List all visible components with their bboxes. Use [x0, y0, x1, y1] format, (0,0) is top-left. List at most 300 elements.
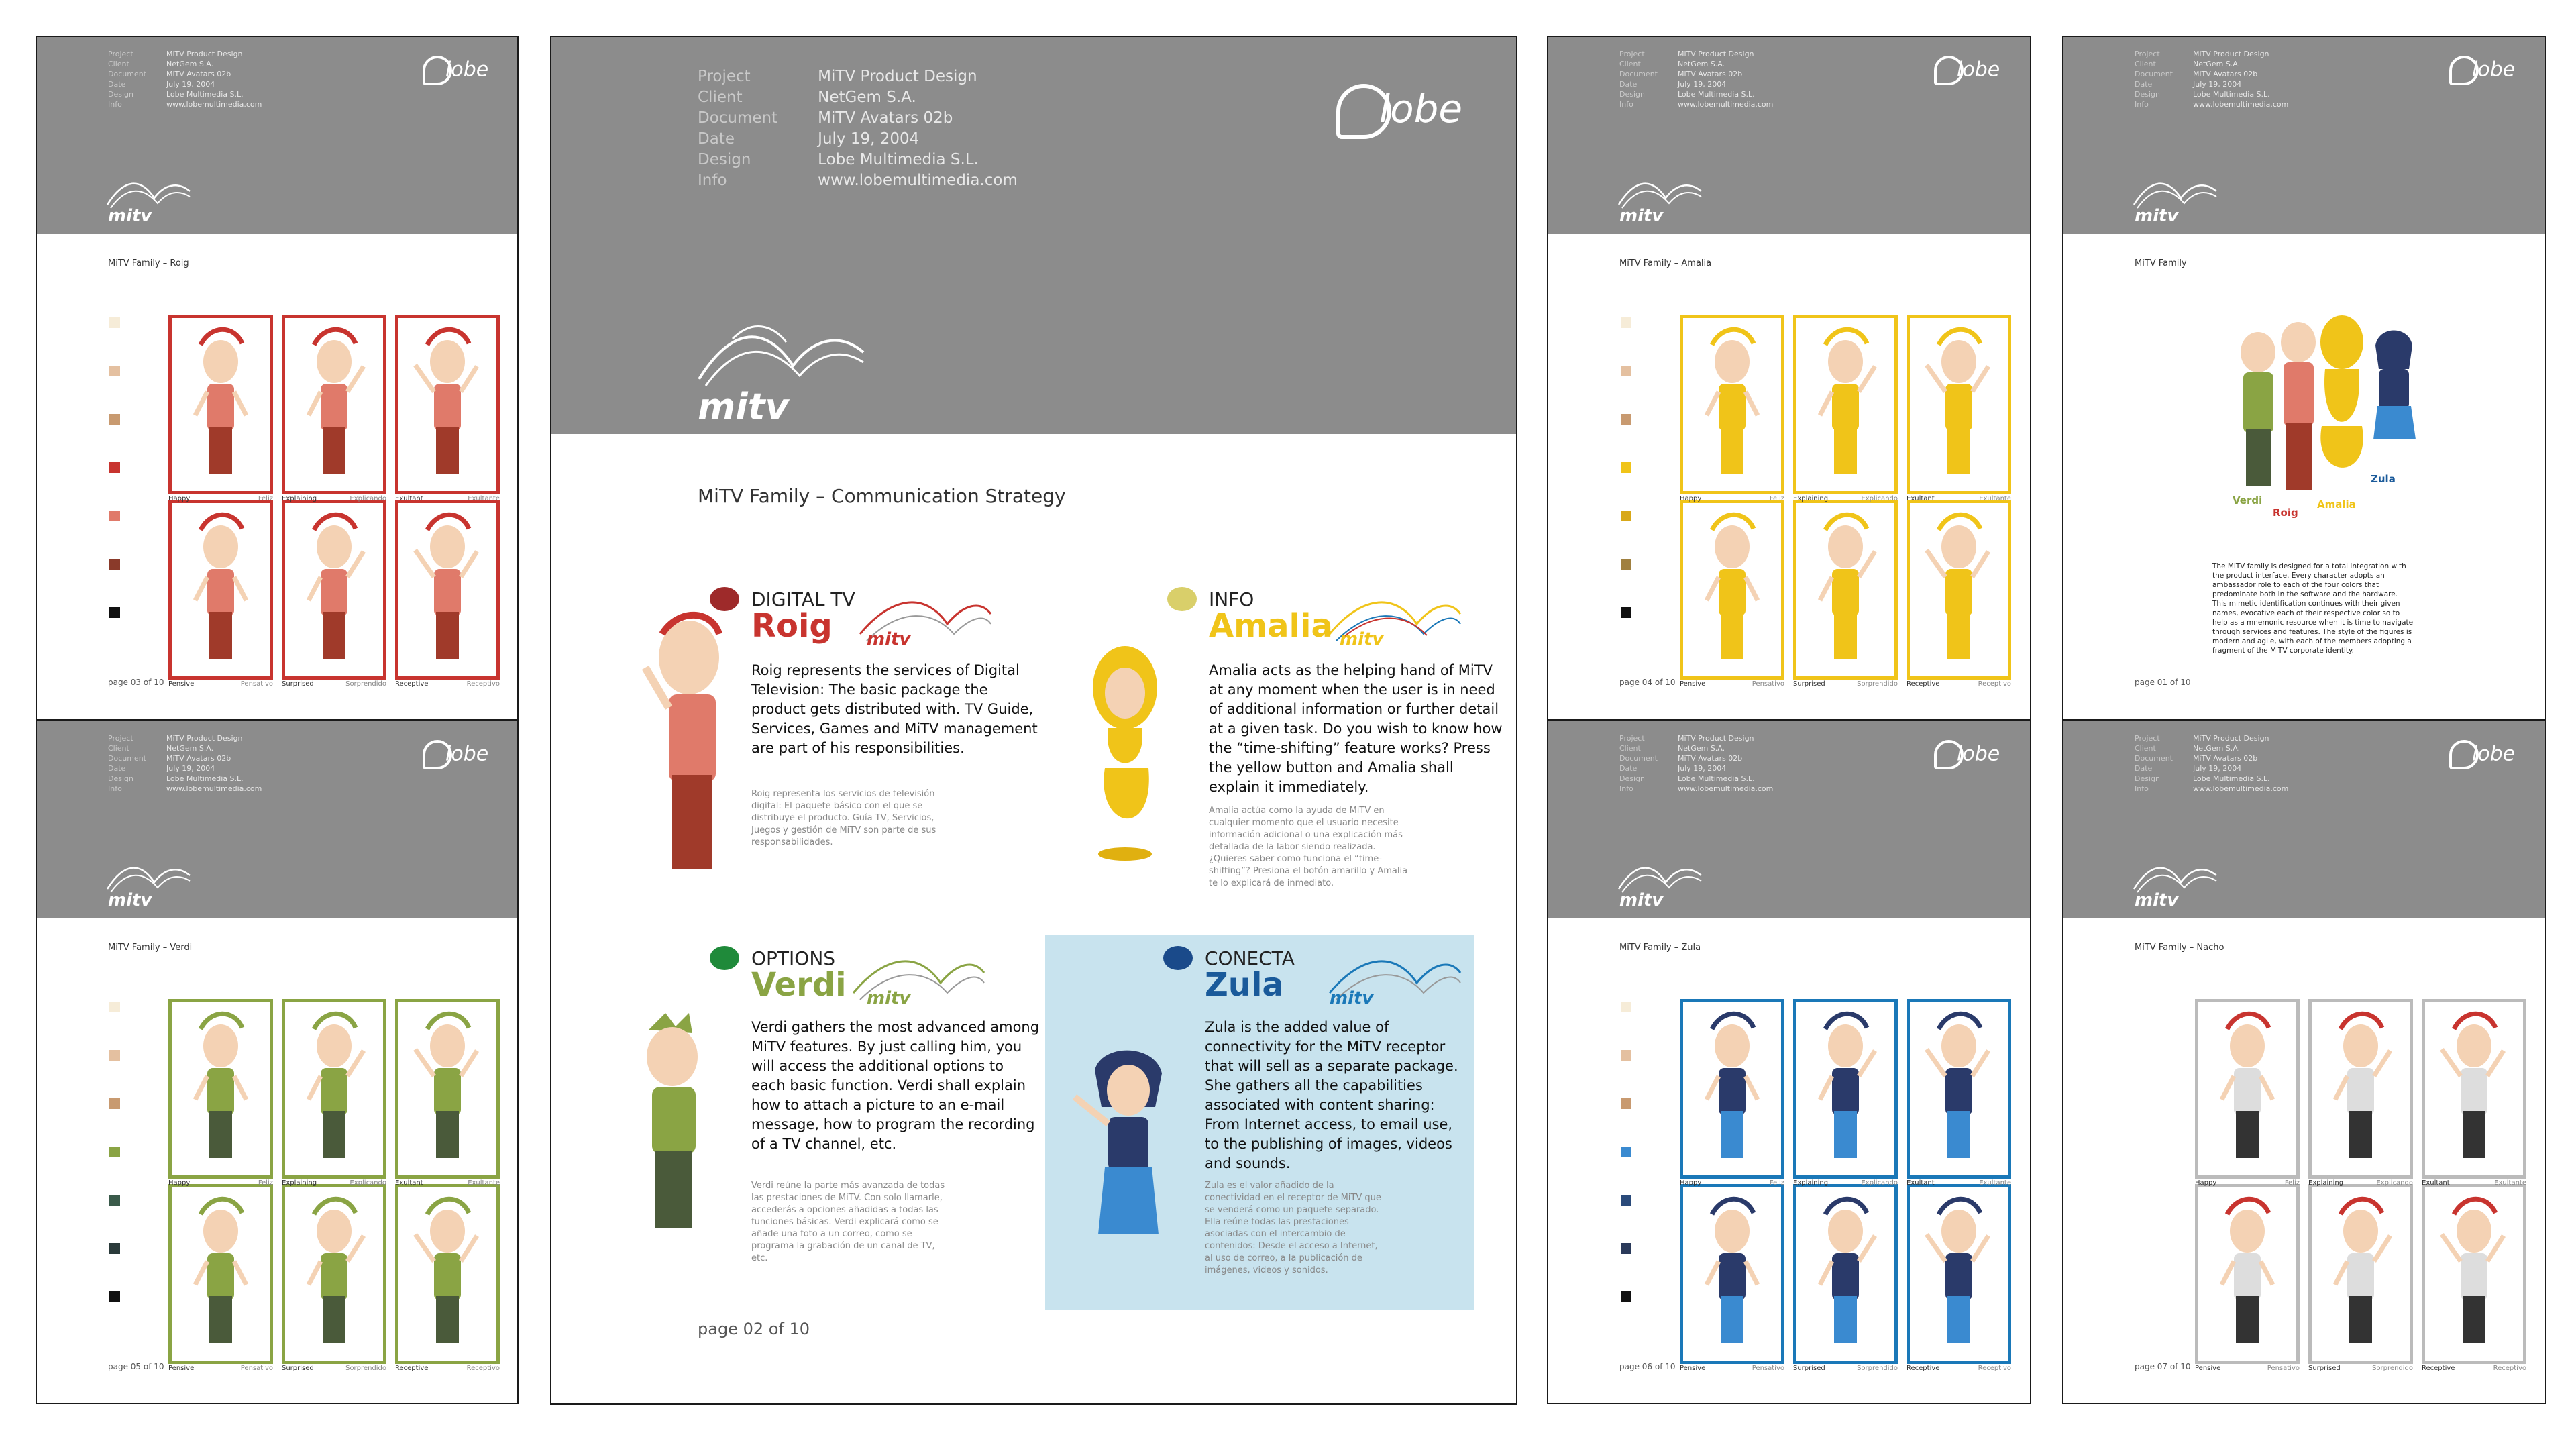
- color-swatch: [109, 1098, 120, 1109]
- page-footer: page 07 of 10: [2135, 1362, 2191, 1371]
- emotion-label-en: Receptive: [1907, 1365, 1940, 1372]
- meta-value: www.lobemultimedia.com: [1678, 784, 1774, 793]
- meta-label: Design: [2135, 774, 2160, 783]
- meta-label: Info: [108, 784, 122, 793]
- meta-label: Document: [108, 70, 146, 78]
- lobe-wordmark: lobe: [1957, 58, 2000, 82]
- lobe-logo: [1336, 84, 1462, 139]
- emotion-label-en: Happy: [168, 1179, 191, 1187]
- project-meta: [1619, 733, 1773, 794]
- emotion-label-es: Sorprendido: [1857, 1365, 1898, 1372]
- meta-label: Date: [698, 130, 735, 148]
- avatar-pose-figure: [180, 1194, 261, 1348]
- emotion-label-es: Pensativo: [1752, 680, 1784, 688]
- emotion-label-en: Happy: [2195, 1179, 2217, 1187]
- section-tag: CONECTA: [1205, 947, 1295, 969]
- mitv-swoosh-icon: [104, 171, 191, 211]
- emotion-label-en: Happy: [168, 495, 191, 502]
- lobe-wordmark: lobe: [445, 58, 489, 82]
- meta-label: Date: [2135, 80, 2153, 89]
- meta-label: Info: [2135, 100, 2149, 109]
- meta-label: Document: [1619, 70, 1658, 78]
- meta-value: MiTV Avatars 02b: [818, 109, 953, 127]
- emotion-label-es: Receptivo: [466, 680, 500, 688]
- meta-label: Design: [698, 151, 751, 168]
- section-tag: OPTIONS: [751, 947, 836, 969]
- project-meta: [698, 66, 1018, 191]
- emotion-frame: [1793, 500, 1898, 680]
- mitv-swoosh-icon: [104, 855, 191, 896]
- section-name: Verdi: [751, 966, 847, 1004]
- meta-label: Project: [698, 68, 751, 85]
- avatar-pose-figure: [1805, 510, 1886, 664]
- section-text-en: Roig represents the services of Digital Television: The basic package the product gets distributed with. TV Guide, Services, Games and MiTV management are part of his responsibilities.: [751, 662, 1038, 756]
- emotion-label-en: Pensive: [1680, 1365, 1706, 1372]
- meta-value: MiTV Product Design: [166, 50, 243, 58]
- meta-label: Design: [108, 774, 133, 783]
- color-swatch: [1621, 1195, 1631, 1206]
- emotion-label-es: Feliz: [258, 1179, 273, 1187]
- color-swatch: [1621, 462, 1631, 473]
- meta-label: Document: [698, 109, 778, 127]
- emotion-frame: [395, 500, 500, 680]
- color-swatch: [1621, 1147, 1631, 1157]
- avatar-pose-figure: [1919, 510, 1999, 664]
- svg-text:mitv: mitv: [1340, 629, 1384, 647]
- mitv-mini-logo-icon: [1323, 587, 1464, 647]
- meta-value: MiTV Product Design: [166, 734, 243, 743]
- page-amalia: [1547, 36, 2031, 720]
- color-swatch: [109, 607, 120, 618]
- color-swatch: [1621, 317, 1631, 328]
- meta-label: Date: [108, 764, 126, 773]
- color-swatch: [1621, 1243, 1631, 1254]
- page-zula: [1547, 720, 2031, 1404]
- avatar-pose-figure: [1805, 1009, 1886, 1163]
- meta-value: NetGem S.A.: [818, 89, 916, 106]
- emotion-label-es: Explicando: [350, 495, 386, 502]
- emotion-label-es: Explicando: [1861, 1179, 1898, 1187]
- avatar-pose-figure: [294, 1194, 374, 1348]
- emotion-frame: [1680, 999, 1784, 1179]
- avatar-pose-figure: [2434, 1194, 2514, 1348]
- meta-label: Info: [698, 172, 727, 189]
- emotion-frame: [2422, 999, 2526, 1179]
- lobe-logo: [1934, 740, 2000, 769]
- meta-value: MiTV Product Design: [2193, 50, 2269, 58]
- roig-character: [632, 607, 739, 875]
- emotion-label-es: Exultante: [1979, 495, 2011, 502]
- zula-bullet-icon: [1163, 946, 1193, 970]
- mitv-mini-logo-icon: [853, 587, 994, 647]
- lobe-logo: [423, 740, 488, 769]
- meta-label: Date: [1619, 764, 1638, 773]
- meta-value: www.lobemultimedia.com: [818, 172, 1018, 189]
- emotion-label-es: Pensativo: [1752, 1365, 1784, 1372]
- emotion-frame: [1907, 1184, 2011, 1364]
- meta-value: MiTV Product Design: [2193, 734, 2269, 743]
- emotion-label-en: Receptive: [2422, 1365, 2455, 1372]
- meta-label: Client: [698, 89, 743, 106]
- meta-label: Design: [1619, 774, 1645, 783]
- amalia-bullet-icon: [1167, 587, 1197, 611]
- meta-label: Date: [108, 80, 126, 89]
- lobe-logo: [2449, 740, 2515, 769]
- meta-label: Info: [1619, 784, 1633, 793]
- color-swatch: [109, 1002, 120, 1012]
- color-swatch: [1621, 607, 1631, 618]
- meta-label: Info: [2135, 784, 2149, 793]
- section-name: Zula: [1205, 966, 1284, 1004]
- meta-label: Design: [2135, 90, 2160, 99]
- meta-label: Client: [2135, 744, 2156, 753]
- meta-label: Project: [1619, 734, 1645, 743]
- color-swatch: [1621, 511, 1631, 521]
- emotion-frame: [2308, 1184, 2413, 1364]
- meta-value: MiTV Avatars 02b: [2193, 70, 2258, 78]
- page-footer: page 05 of 10: [108, 1362, 164, 1371]
- color-swatch: [1621, 559, 1631, 570]
- meta-value: July 19, 2004: [1678, 764, 1727, 773]
- project-meta: [1619, 49, 1773, 109]
- verdi-character: [625, 1010, 719, 1238]
- avatar-pose-figure: [1919, 325, 1999, 479]
- mitv-swoosh-icon: [2131, 855, 2218, 896]
- family-name-zula: Zula: [2371, 473, 2396, 485]
- emotion-label-es: Feliz: [1769, 1179, 1784, 1187]
- page-title: MiTV Family – Nacho: [2135, 943, 2224, 953]
- meta-value: MiTV Avatars 02b: [1678, 754, 1743, 763]
- color-swatch: [1621, 366, 1631, 376]
- meta-value: Lobe Multimedia S.L.: [1678, 774, 1755, 783]
- emotion-label-en: Pensive: [1680, 680, 1706, 688]
- page-title: MiTV Family: [2135, 258, 2187, 268]
- avatar-pose-figure: [180, 1009, 261, 1163]
- emotion-frame: [1680, 1184, 1784, 1364]
- avatar-pose-figure: [1692, 510, 1772, 664]
- meta-value: Lobe Multimedia S.L.: [2193, 774, 2270, 783]
- emotion-label-es: Sorprendido: [345, 680, 386, 688]
- emotion-label-en: Exultant: [2422, 1179, 2450, 1187]
- color-swatch: [109, 1195, 120, 1206]
- emotion-label-en: Receptive: [395, 680, 429, 688]
- family-group-illustration: [2218, 305, 2432, 500]
- project-meta: [108, 49, 262, 109]
- meta-label: Project: [2135, 734, 2160, 743]
- avatar-pose-figure: [2320, 1194, 2401, 1348]
- emotion-frame: [168, 500, 273, 680]
- emotion-label-es: Explicando: [350, 1179, 386, 1187]
- page-roig: [36, 36, 519, 720]
- lobe-logo: [423, 56, 488, 85]
- page-footer: page 03 of 10: [108, 678, 164, 687]
- avatar-pose-figure: [294, 510, 374, 664]
- emotion-label-en: Happy: [1680, 495, 1702, 502]
- emotion-frame: [282, 500, 386, 680]
- emotion-label-es: Exultante: [468, 1179, 500, 1187]
- mitv-logo: mitv: [1619, 890, 1664, 910]
- avatar-pose-figure: [1919, 1009, 1999, 1163]
- emotion-label-en: Pensive: [2195, 1365, 2221, 1372]
- emotion-frame: [1680, 315, 1784, 494]
- emotion-label-en: Pensive: [168, 680, 195, 688]
- emotion-frame: [395, 999, 500, 1179]
- emotion-label-es: Receptivo: [466, 1365, 500, 1372]
- project-meta: [2135, 733, 2288, 794]
- emotion-label-en: Explaining: [2308, 1179, 2344, 1187]
- page-title: MiTV Family – Roig: [108, 258, 189, 268]
- meta-value: July 19, 2004: [2193, 80, 2242, 89]
- emotion-label-es: Pensativo: [240, 1365, 273, 1372]
- emotion-frame: [168, 1184, 273, 1364]
- emotion-label-en: Surprised: [2308, 1365, 2341, 1372]
- mitv-logo: mitv: [108, 206, 152, 226]
- meta-value: NetGem S.A.: [1678, 60, 1725, 68]
- meta-value: MiTV Avatars 02b: [2193, 754, 2258, 763]
- meta-label: Info: [1619, 100, 1633, 109]
- page-footer: page 04 of 10: [1619, 678, 1676, 687]
- meta-value: www.lobemultimedia.com: [166, 100, 262, 109]
- color-swatch: [109, 511, 120, 521]
- avatar-pose-figure: [180, 325, 261, 479]
- color-swatch: [109, 559, 120, 570]
- emotion-label-es: Receptivo: [1978, 680, 2011, 688]
- project-meta: [108, 733, 262, 794]
- family-description: The MiTV family is designed for a total integration with the product interface. Every character adopts an ambassador role to each of the four colors that predominate both in the software and the hardware. This mimetic identification continues with their given names, evocative each of their respective color so to help as a mnemonic resource when it is time to navigate through services and features. The style of the figures is modern and agile, with each of the members adopting a fragment of the MiTV corporate identity.: [2212, 562, 2414, 655]
- meta-value: www.lobemultimedia.com: [2193, 100, 2289, 109]
- section-name: Roig: [751, 607, 833, 645]
- emotion-frame: [168, 999, 273, 1179]
- meta-value: NetGem S.A.: [166, 744, 214, 753]
- emotion-label-es: Feliz: [2284, 1179, 2300, 1187]
- lobe-wordmark: lobe: [1379, 86, 1463, 132]
- color-swatch: [109, 1147, 120, 1157]
- meta-value: MiTV Avatars 02b: [166, 754, 231, 763]
- mitv-mini-logo-icon: [1323, 946, 1464, 1006]
- meta-label: Project: [1619, 50, 1645, 58]
- avatar-pose-figure: [1692, 1194, 1772, 1348]
- color-swatch: [1621, 1002, 1631, 1012]
- amalia-character: [1075, 641, 1175, 862]
- avatar-pose-figure: [2434, 1009, 2514, 1163]
- meta-label: Info: [108, 100, 122, 109]
- avatar-pose-figure: [1805, 1194, 1886, 1348]
- project-meta: [2135, 49, 2288, 109]
- color-swatch: [109, 1243, 120, 1254]
- emotion-frame: [1907, 999, 2011, 1179]
- meta-value: MiTV Product Design: [1678, 50, 1754, 58]
- section-tag: DIGITAL TV: [751, 588, 855, 610]
- lobe-wordmark: lobe: [2472, 58, 2516, 82]
- avatar-pose-figure: [2320, 1009, 2401, 1163]
- meta-label: Document: [2135, 754, 2173, 763]
- emotion-label-es: Explicando: [2376, 1179, 2413, 1187]
- emotion-label-en: Pensive: [168, 1365, 195, 1372]
- meta-label: Project: [108, 50, 133, 58]
- avatar-pose-figure: [407, 325, 488, 479]
- meta-label: Document: [108, 754, 146, 763]
- emotion-frame: [168, 315, 273, 494]
- meta-value: Lobe Multimedia S.L.: [1678, 90, 1755, 99]
- emotion-label-en: Exultant: [395, 1179, 423, 1187]
- section-text-es: Amalia actúa como la ayuda de MiTV en cualquier momento que el usuario necesite información adicional o una explicación más detallada de la labor siendo realizada. ¿Quieres saber como funciona el “time-shifting”? Presiona el botón amarillo y Amalia te lo explicará de inmediato.: [1209, 806, 1408, 888]
- page-footer: page 01 of 10: [2135, 678, 2191, 687]
- family-name-verdi: Verdi: [2233, 494, 2263, 507]
- zula-character: [1068, 1043, 1189, 1244]
- svg-text:mitv: mitv: [867, 988, 911, 1006]
- page-title: MiTV Family – Communication Strategy: [698, 485, 1066, 507]
- verdi-bullet-icon: [710, 946, 739, 970]
- meta-value: Lobe Multimedia S.L.: [818, 151, 979, 168]
- family-name-roig: Roig: [2273, 507, 2298, 519]
- emotion-label-es: Pensativo: [240, 680, 273, 688]
- page-title: MiTV Family – Zula: [1619, 943, 1701, 953]
- page-footer: page 06 of 10: [1619, 1362, 1676, 1371]
- emotion-label-en: Exultant: [1907, 1179, 1935, 1187]
- emotion-label-en: Receptive: [1907, 680, 1940, 688]
- lobe-logo: [2449, 56, 2515, 85]
- emotion-frame: [1680, 500, 1784, 680]
- emotion-label-en: Happy: [1680, 1179, 1702, 1187]
- mitv-logo: mitv: [2135, 890, 2179, 910]
- section-tag: INFO: [1209, 588, 1254, 610]
- page-nacho: [2062, 720, 2546, 1404]
- family-name-amalia: Amalia: [2317, 498, 2356, 511]
- mitv-swoosh-icon: [1615, 171, 1703, 211]
- meta-label: Date: [2135, 764, 2153, 773]
- emotion-frame: [2195, 999, 2300, 1179]
- mitv-swoosh-icon: [1615, 855, 1703, 896]
- section-text-es: Zula es el valor añadido de la conectividad en el receptor de MiTV que se venderá como un paquete separado. Ella reúne todas las prestaciones asociadas con el intercambio de contenidos: Desde el acceso a Internet, al uso de correo, a la publicación de imágenes, videos y sonidos.: [1205, 1181, 1381, 1275]
- emotion-label-en: Surprised: [282, 1365, 314, 1372]
- emotion-label-es: Sorprendido: [2372, 1365, 2413, 1372]
- meta-value: NetGem S.A.: [2193, 60, 2241, 68]
- meta-value: NetGem S.A.: [166, 60, 214, 68]
- mitv-swoosh-icon: [2131, 171, 2218, 211]
- emotion-label-en: Explaining: [1793, 1179, 1829, 1187]
- section-text-en: Verdi gathers the most advanced among MiTV features. By just calling him, you will access the additional options to each basic function. Verdi shall explain how to attach a picture to an e-mail message, how to program the recording of a TV channel, etc.: [751, 1019, 1040, 1152]
- meta-label: Client: [1619, 744, 1641, 753]
- meta-value: NetGem S.A.: [1678, 744, 1725, 753]
- emotion-frame: [2308, 999, 2413, 1179]
- emotion-frame: [2195, 1184, 2300, 1364]
- meta-label: Client: [1619, 60, 1641, 68]
- section-text-es: Roig representa los servicios de televisión digital: El paquete básico con el que se distribuye el producto. Guía TV, Servicios, Juegos y gestión de MiTV son parte de sus responsabilidades.: [751, 789, 936, 847]
- meta-value: MiTV Product Design: [818, 68, 977, 85]
- emotion-frame: [282, 1184, 386, 1364]
- meta-value: July 19, 2004: [2193, 764, 2242, 773]
- page-family: [2062, 36, 2546, 720]
- meta-value: www.lobemultimedia.com: [166, 784, 262, 793]
- meta-label: Client: [108, 744, 129, 753]
- emotion-frame: [1907, 315, 2011, 494]
- emotion-frame: [1793, 1184, 1898, 1364]
- emotion-label-es: Feliz: [1769, 495, 1784, 502]
- emotion-label-en: Surprised: [1793, 680, 1825, 688]
- meta-value: July 19, 2004: [1678, 80, 1727, 89]
- meta-value: www.lobemultimedia.com: [1678, 100, 1774, 109]
- mitv-swoosh-icon: [692, 312, 867, 392]
- lobe-wordmark: lobe: [445, 742, 489, 766]
- emotion-frame: [1907, 500, 2011, 680]
- emotion-label-es: Receptivo: [1978, 1365, 2011, 1372]
- meta-value: Lobe Multimedia S.L.: [166, 90, 244, 99]
- emotion-label-es: Pensativo: [2267, 1365, 2300, 1372]
- avatar-pose-figure: [2207, 1009, 2288, 1163]
- emotion-label-en: Explaining: [1793, 495, 1829, 502]
- page-title: MiTV Family – Verdi: [108, 943, 193, 953]
- meta-value: www.lobemultimedia.com: [2193, 784, 2289, 793]
- avatar-pose-figure: [407, 510, 488, 664]
- lobe-wordmark: lobe: [2472, 742, 2516, 766]
- emotion-frame: [395, 1184, 500, 1364]
- section-text-en: Zula is the added value of connectivity for the MiTV receptor that will sell as a separate package. She gathers all the capabilities associated with content sharing: From Internet access, to email use, to the publishing of images, videos and sounds.: [1205, 1019, 1458, 1171]
- emotion-label-en: Surprised: [1793, 1365, 1825, 1372]
- meta-value: Lobe Multimedia S.L.: [166, 774, 244, 783]
- meta-value: MiTV Avatars 02b: [1678, 70, 1743, 78]
- mitv-logo: mitv: [698, 386, 789, 428]
- avatar-pose-figure: [407, 1194, 488, 1348]
- emotion-label-en: Surprised: [282, 680, 314, 688]
- meta-value: Lobe Multimedia S.L.: [2193, 90, 2270, 99]
- emotion-label-es: Sorprendido: [1857, 680, 1898, 688]
- color-swatch: [109, 414, 120, 425]
- color-swatch: [1621, 1050, 1631, 1061]
- color-swatch: [109, 1291, 120, 1302]
- emotion-label-es: Exultante: [2494, 1179, 2526, 1187]
- color-swatch: [109, 1050, 120, 1061]
- emotion-frame: [282, 315, 386, 494]
- lobe-logo: [1934, 56, 2000, 85]
- color-swatch: [1621, 1291, 1631, 1302]
- color-swatch: [109, 317, 120, 328]
- emotion-label-es: Exultante: [1979, 1179, 2011, 1187]
- meta-label: Date: [1619, 80, 1638, 89]
- emotion-label-es: Exultante: [468, 495, 500, 502]
- avatar-pose-figure: [294, 1009, 374, 1163]
- mitv-logo: mitv: [2135, 206, 2179, 226]
- emotion-label-es: Receptivo: [2493, 1365, 2526, 1372]
- emotion-frame: [1793, 315, 1898, 494]
- meta-value: MiTV Avatars 02b: [166, 70, 231, 78]
- emotion-label-es: Feliz: [258, 495, 273, 502]
- color-swatch: [109, 462, 120, 473]
- svg-text:mitv: mitv: [1330, 988, 1374, 1006]
- avatar-pose-figure: [407, 1009, 488, 1163]
- emotion-frame: [395, 315, 500, 494]
- avatar-pose-figure: [2207, 1194, 2288, 1348]
- emotion-label-en: Exultant: [1907, 495, 1935, 502]
- avatar-pose-figure: [1919, 1194, 1999, 1348]
- color-swatch: [1621, 1098, 1631, 1109]
- emotion-frame: [2422, 1184, 2526, 1364]
- page-verdi: [36, 720, 519, 1404]
- emotion-label-en: Explaining: [282, 1179, 317, 1187]
- emotion-label-es: Explicando: [1861, 495, 1898, 502]
- emotion-frame: [1793, 999, 1898, 1179]
- svg-text:mitv: mitv: [867, 629, 911, 647]
- emotion-label-en: Exultant: [395, 495, 423, 502]
- main-page: [550, 36, 1517, 1405]
- meta-label: Client: [2135, 60, 2156, 68]
- section-text-en: Amalia acts as the helping hand of MiTV at any moment when the user is in need of additional information or further detail at a given task. Do you wish to know how the “time-shifting” feature works? Press the yellow button and Amalia shall explain it immediately.: [1209, 662, 1503, 795]
- avatar-pose-figure: [180, 510, 261, 664]
- section-name: Amalia: [1209, 607, 1333, 645]
- mitv-mini-logo-icon: [847, 946, 987, 1006]
- color-swatch: [109, 366, 120, 376]
- emotion-label-en: Explaining: [282, 495, 317, 502]
- lobe-wordmark: lobe: [1957, 742, 2000, 766]
